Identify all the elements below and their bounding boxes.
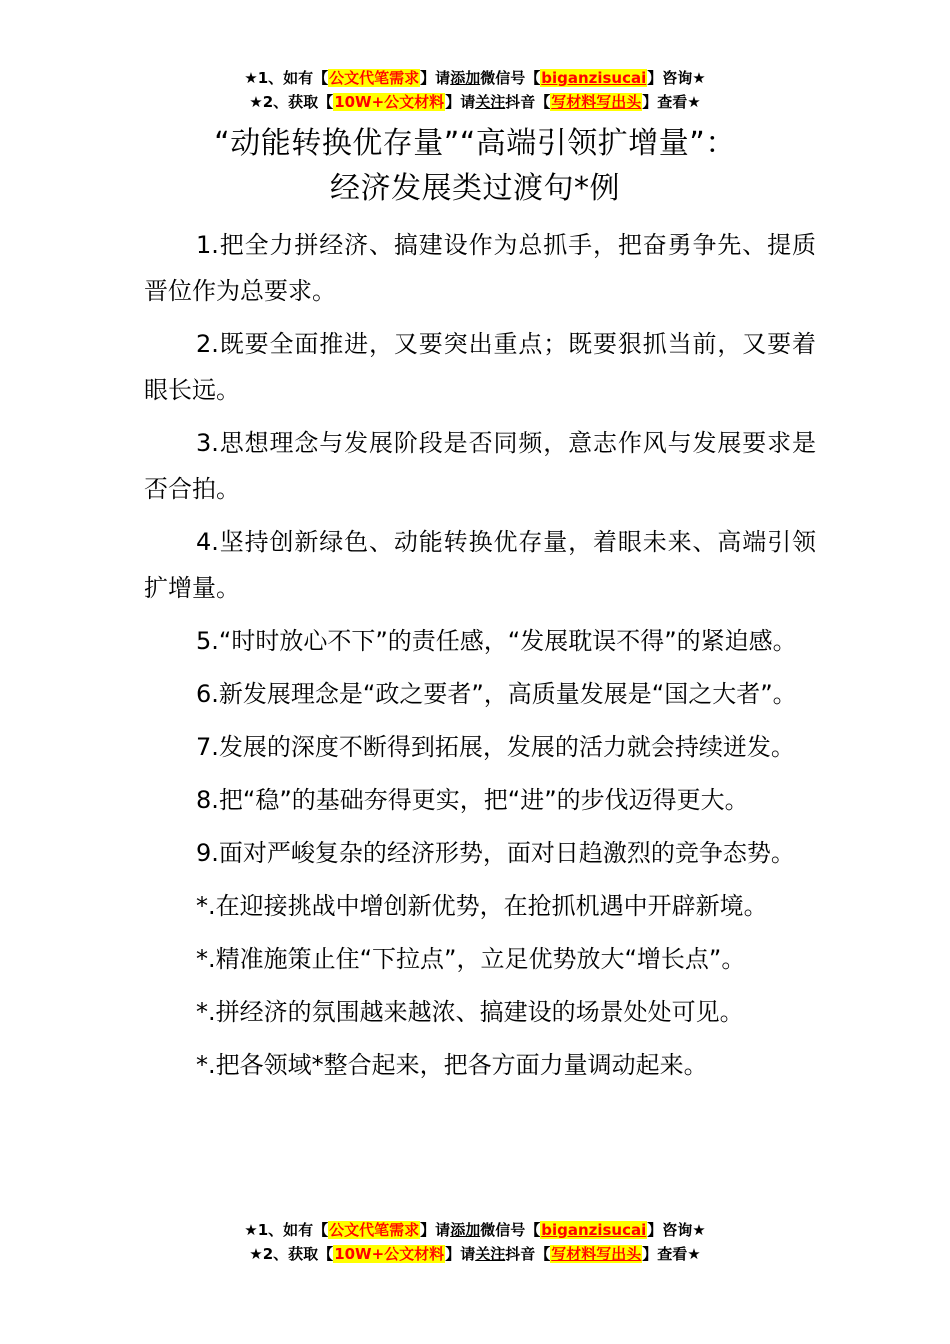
footer-banner: [0, 1218, 950, 1266]
banner-text: 】请: [445, 1245, 476, 1263]
banner-underlined-text: 关注: [475, 1245, 506, 1263]
banner-douyin-id: 写材料写出头: [551, 1245, 642, 1263]
banner-underlined-text: 关注: [475, 93, 506, 111]
list-item: *.拼经济的氛围越来越浓、搞建设的场景处处可见。: [196, 998, 744, 1026]
banner-highlight: 公文代笔需求: [329, 1221, 420, 1239]
banner-text: 】咨询★: [647, 1221, 706, 1239]
list-item: 5.“时时放心不下”的责任感，“发展耽误不得”的紧迫感。: [196, 627, 797, 655]
banner-text: 】查看★: [642, 1245, 701, 1263]
document-title-line-1: “动能转换优存量”“高端引领扩增量”：: [214, 126, 736, 161]
banner-line-2: [0, 1242, 950, 1266]
document-title-line-2: 经济发展类过渡句*例: [330, 171, 620, 206]
banner-text: 】请: [420, 1221, 451, 1239]
banner-underlined-text: 添加: [450, 1221, 481, 1239]
banner-douyin-id: 写材料写出头: [551, 93, 642, 111]
list-item: 8.把“稳”的基础夯得更实，把“进”的步伐迈得更大。: [196, 786, 749, 814]
banner-text: 】请: [445, 93, 476, 111]
banner-wechat-id: biganzisucai: [541, 69, 647, 87]
banner-text: ★2、获取【: [249, 1245, 334, 1263]
banner-wechat-id: biganzisucai: [541, 1221, 647, 1239]
banner-text: ★1、如有【: [244, 69, 329, 87]
list-item: 1.把全力拼经济、搞建设作为总抓手，把奋勇争先、提质晋位作为总要求。: [144, 231, 816, 305]
list-item: 6.新发展理念是“政之要者”，高质量发展是“国之大者”。: [196, 680, 797, 708]
document-body: [144, 222, 816, 1095]
list-item: 7.发展的深度不断得到拓展，发展的活力就会持续迸发。: [196, 733, 795, 761]
banner-line-2: [0, 90, 950, 114]
banner-text: 抖音【: [505, 1245, 551, 1263]
banner-text: 】请: [420, 69, 451, 87]
banner-highlight: 10W+公文材料: [334, 93, 445, 111]
list-item: 4.坚持创新绿色、动能转换优存量，着眼未来、高端引领扩增量。: [144, 528, 816, 602]
list-item: 9.面对严峻复杂的经济形势，面对日趋激烈的竞争态势。: [196, 839, 795, 867]
banner-text: 微信号【: [480, 69, 541, 87]
banner-text: 】查看★: [642, 93, 701, 111]
banner-text: ★1、如有【: [244, 1221, 329, 1239]
list-item: 3.思想理念与发展阶段是否同频，意志作风与发展要求是否合拍。: [144, 429, 816, 503]
banner-underlined-text: 添加: [450, 69, 481, 87]
banner-highlight: 公文代笔需求: [329, 69, 420, 87]
banner-text: 抖音【: [505, 93, 551, 111]
banner-highlight: 10W+公文材料: [334, 1245, 445, 1263]
banner-line-1: [0, 66, 950, 90]
header-banner: [0, 66, 950, 114]
banner-text: 微信号【: [480, 1221, 541, 1239]
banner-line-1: [0, 1218, 950, 1242]
list-item: *.把各领域*整合起来，把各方面力量调动起来。: [196, 1051, 708, 1079]
list-item: *.精准施策止住“下拉点”，立足优势放大“增长点”。: [196, 945, 746, 973]
banner-text: ★2、获取【: [249, 93, 334, 111]
banner-text: 】咨询★: [647, 69, 706, 87]
list-item: *.在迎接挑战中增创新优势，在抢抓机遇中开辟新境。: [196, 892, 768, 920]
list-item: 2.既要全面推进，又要突出重点；既要狠抓当前，又要着眼长远。: [144, 330, 816, 404]
